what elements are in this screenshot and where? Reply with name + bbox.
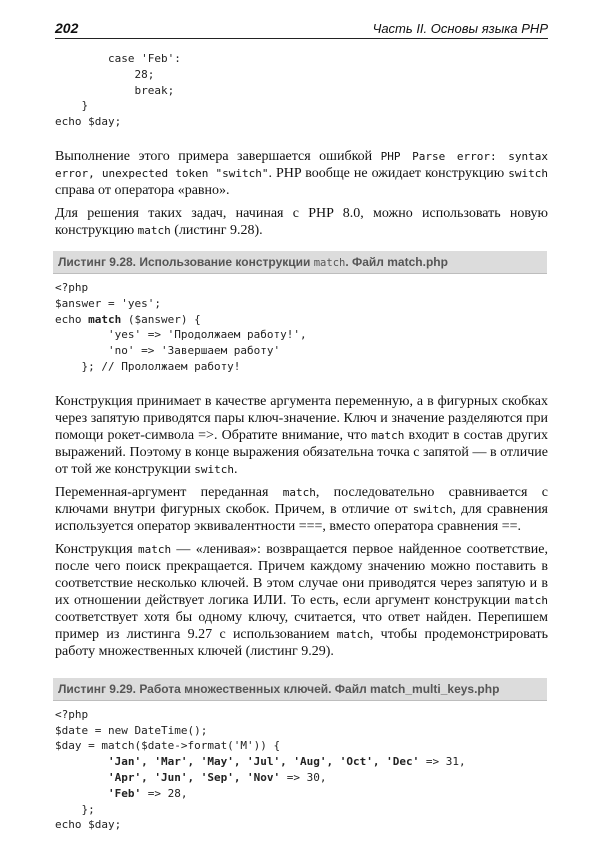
text-segment: break; <box>55 83 175 97</box>
code-line <box>55 817 548 833</box>
text-segment: <?php <box>55 707 89 721</box>
code-line <box>55 327 548 343</box>
text-segment: } <box>55 99 89 113</box>
code-line <box>55 754 548 770</box>
text-segment: 28; <box>55 67 155 81</box>
inline-code: match <box>282 485 316 499</box>
code-line <box>55 359 548 375</box>
text-segment: Листинг 9.28. Использование конструкции <box>58 254 314 269</box>
code-line <box>55 51 548 67</box>
text-segment: 'no' => 'Завершаем работу' <box>55 344 281 358</box>
inline-code: switch <box>412 502 453 516</box>
text-segment: case 'Feb': <box>55 52 181 65</box>
text-segment: }; // Прололжаем работу! <box>55 359 241 373</box>
text-segment: соответствует хотя бы одному ключу, считается, что ответ найден. Перепишем пример из листинга 9.27 с использованием <box>55 609 548 642</box>
code-line <box>55 114 548 130</box>
code-line <box>55 770 548 786</box>
code-line <box>55 98 548 114</box>
paragraph-identity-operator <box>55 484 548 535</box>
code-line <box>55 707 548 723</box>
text-segment: ($answer) { <box>121 312 201 326</box>
code-line <box>55 802 548 818</box>
inline-code: match <box>514 593 548 607</box>
code-line <box>55 312 548 328</box>
inline-code: match <box>336 627 370 641</box>
text-segment: Конструкция <box>55 541 138 557</box>
text-segment: echo $day; <box>55 115 122 129</box>
text-segment: Переменная-аргумент переданная <box>55 484 283 500</box>
book-page <box>55 0 548 853</box>
text-segment <box>55 771 108 784</box>
code-line <box>55 786 548 802</box>
text-segment: Для решения таких задач, начиная с PHP 8.0, можно использовать новую конструкцию <box>55 205 548 238</box>
text-segment: $date = new DateTime(); <box>55 723 208 737</box>
text-segment: . PHP вообще не ожидает конструкцию <box>268 165 509 181</box>
text-segment: , чтобы продемонстрировать работу множественных ключей (листинг 9.29). <box>55 626 549 659</box>
text-segment: Конструкция принимает в качестве аргумента переменную, а в фигурных скобках через запятую приводятся пары ключ-значение. Ключ и значение разделяются при помощи рокет-символа =>. Обратите внимание, что <box>55 393 548 443</box>
code-block-match <box>55 280 548 375</box>
running-title: Часть II. Основы языка PHP <box>372 21 548 36</box>
inline-code: match <box>313 256 346 269</box>
text-segment: => 28, <box>141 786 188 800</box>
paragraph-lazy-match <box>55 541 548 660</box>
code-line <box>55 723 548 739</box>
inline-code: match <box>137 223 171 237</box>
code-line <box>55 83 548 99</box>
text-segment: Выполнение этого примера завершается ошибкой <box>55 148 381 164</box>
code-line <box>55 738 548 754</box>
text-segment: Листинг 9.29. Работа множественных ключей. Файл match_multi_keys.php <box>58 681 500 696</box>
inline-code: match <box>138 542 172 556</box>
paragraph-parse-error <box>55 148 548 199</box>
text-segment: echo $day; <box>55 818 122 832</box>
text-segment <box>55 787 108 800</box>
page-header <box>55 20 548 39</box>
text-segment <box>55 755 108 768</box>
text-segment: 'yes' => 'Продолжаем работу!', <box>55 328 307 342</box>
text-segment: , для сравнения используется оператор эквивалентности ===, вместо оператора сравнения ==. <box>55 501 548 534</box>
listing-caption-9-29 <box>53 678 547 701</box>
text-segment: => 30, <box>280 770 327 784</box>
code-line <box>55 296 548 312</box>
inline-code: PHP Parse error: syntax error, unexpected token "switch" <box>55 149 548 180</box>
text-segment: <?php <box>55 280 89 294</box>
inline-code: match <box>371 428 405 442</box>
paragraph-match-intro <box>55 205 548 239</box>
text-segment: , последовательно сравнивается с ключами внутри фигурных скобок. Причем, в отличие от <box>55 484 548 517</box>
text-segment: входит в состав других выражений. Поэтому в конце выражения обязательна точка с запятой — в отличие от той же конструкции <box>55 427 548 477</box>
code-bold-text: 'Jan', 'Mar', 'May', 'Jul', 'Aug', 'Oct', 'Dec' <box>107 755 420 769</box>
text-segment: (листинг 9.28). <box>170 222 263 238</box>
code-block-switch <box>55 51 548 130</box>
text-segment: справа от оператора «равно». <box>55 182 230 198</box>
text-segment: }; <box>55 802 95 816</box>
inline-code: switch <box>194 462 234 476</box>
text-segment: $answer = 'yes'; <box>55 296 161 310</box>
inline-code: switch <box>508 166 548 180</box>
code-bold-text: 'Feb' <box>107 786 142 800</box>
code-line <box>55 67 548 83</box>
code-line <box>55 343 548 359</box>
code-block-multi-keys <box>55 707 548 833</box>
text-segment: echo <box>55 312 89 326</box>
text-segment: — «ленивая»: возвращается первое найденное соответствие, после чего поиск прекращается. Причем каждому значению можно поставить в соответствие несколько ключей. В этом случае они приводятся через запятую и в их отношении действует логика ИЛИ. То есть, если аргумент конструкции <box>55 541 548 608</box>
text-segment: $day = match($date->format('M')) { <box>55 739 281 753</box>
text-segment: . Файл match.php <box>345 254 448 269</box>
code-bold-text: 'Apr', 'Jun', 'Sep', 'Nov' <box>107 770 281 784</box>
paragraph-match-description <box>55 393 548 478</box>
page-number: 202 <box>55 20 79 36</box>
text-segment: . <box>234 461 238 477</box>
text-segment: => 31, <box>419 755 466 769</box>
code-bold-text: match <box>88 312 122 326</box>
code-line <box>55 280 548 296</box>
listing-caption-9-28 <box>53 251 547 274</box>
